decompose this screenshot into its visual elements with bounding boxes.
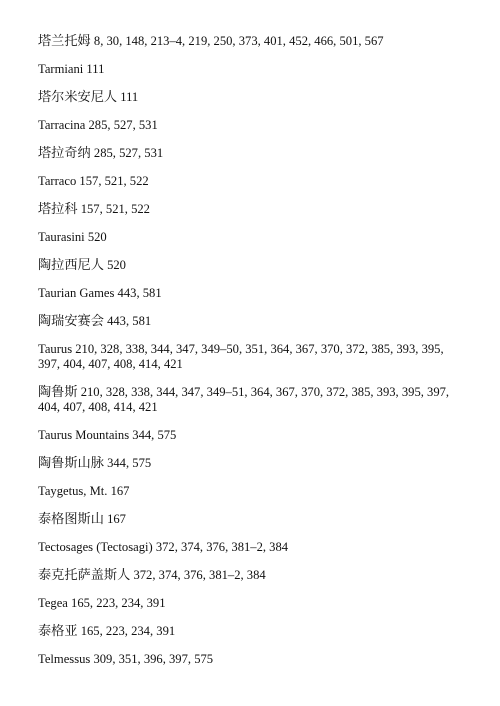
index-headword: 塔拉科 bbox=[38, 202, 78, 217]
index-page-numbers: 344, 575 bbox=[103, 456, 152, 470]
index-headword: Tarmiani bbox=[38, 62, 84, 76]
index-entry bbox=[38, 540, 462, 555]
index-entry bbox=[38, 428, 462, 443]
index-headword: Taygetus, Mt. bbox=[38, 484, 108, 498]
index-page-numbers: 520 bbox=[84, 230, 107, 244]
index-entry bbox=[38, 230, 462, 245]
index-headword: 陶鲁斯 bbox=[38, 385, 78, 400]
index-headword: 陶鲁斯山脉 bbox=[38, 456, 104, 471]
index-page-numbers: 285, 527, 531 bbox=[90, 146, 164, 160]
index-entry bbox=[38, 118, 462, 133]
index-headword: 陶瑞安赛会 bbox=[38, 314, 104, 329]
index-page-numbers: 210, 328, 338, 344, 347, 349–50, 351, 364, 367, 370, 372, 385, 393, 395, 397, 404, 407, 408, 414, 421 bbox=[38, 342, 444, 371]
index-page-numbers: 157, 521, 522 bbox=[77, 202, 150, 216]
index-page-numbers: 443, 581 bbox=[114, 286, 162, 300]
index-page-numbers: 443, 581 bbox=[103, 314, 152, 328]
index-page-numbers: 309, 351, 396, 397, 575 bbox=[90, 652, 214, 666]
index-headword: Tectosages (Tectosagi) bbox=[38, 540, 153, 554]
index-entry bbox=[38, 146, 462, 161]
index-entry bbox=[38, 456, 462, 471]
index-entry bbox=[38, 484, 462, 499]
index-entry bbox=[38, 624, 462, 639]
index-page-numbers: 372, 374, 376, 381–2, 384 bbox=[130, 568, 266, 582]
index-entry bbox=[38, 202, 462, 217]
index-headword: Tarraco bbox=[38, 174, 77, 188]
index-entry bbox=[38, 512, 462, 527]
index-page bbox=[38, 34, 462, 680]
index-headword: 泰克托萨盖斯人 bbox=[38, 568, 131, 583]
index-entry bbox=[38, 652, 462, 667]
index-entry bbox=[38, 342, 462, 372]
index-entry bbox=[38, 568, 462, 583]
index-headword: Taurasini bbox=[38, 230, 85, 244]
index-headword: 泰格亚 bbox=[38, 624, 78, 639]
index-entry bbox=[38, 174, 462, 189]
index-page-numbers: 167 bbox=[107, 484, 130, 498]
index-page-numbers: 285, 527, 531 bbox=[85, 118, 158, 132]
index-page-numbers: 165, 223, 234, 391 bbox=[67, 596, 166, 610]
index-headword: Taurus bbox=[38, 342, 73, 356]
index-page-numbers: 8, 30, 148, 213–4, 219, 250, 373, 401, 452, 466, 501, 567 bbox=[90, 34, 384, 48]
index-headword: 塔拉奇纳 bbox=[38, 146, 91, 161]
index-headword: Taurian Games bbox=[38, 286, 115, 300]
index-entry bbox=[38, 62, 462, 77]
index-headword: Taurus Mountains bbox=[38, 428, 130, 442]
index-page-numbers: 344, 575 bbox=[129, 428, 177, 442]
index-headword: 塔尔米安尼人 bbox=[38, 90, 118, 105]
index-page-numbers: 210, 328, 338, 344, 347, 349–51, 364, 367, 370, 372, 385, 393, 395, 397, 404, 407, 408, 414, 421 bbox=[38, 385, 450, 414]
index-headword: Telmessus bbox=[38, 652, 91, 666]
index-entry bbox=[38, 34, 462, 49]
index-page-numbers: 372, 374, 376, 381–2, 384 bbox=[152, 540, 289, 554]
index-entry bbox=[38, 90, 462, 105]
index-entries bbox=[38, 34, 462, 667]
index-page-numbers: 111 bbox=[117, 90, 139, 104]
index-page-numbers: 165, 223, 234, 391 bbox=[77, 624, 176, 638]
index-page-numbers: 111 bbox=[83, 62, 105, 76]
index-page-numbers: 520 bbox=[103, 258, 126, 272]
index-headword: 塔兰托姆 bbox=[38, 34, 91, 49]
index-entry bbox=[38, 286, 462, 301]
index-page-numbers: 157, 521, 522 bbox=[76, 174, 149, 188]
index-entry bbox=[38, 258, 462, 273]
index-entry bbox=[38, 385, 462, 415]
index-entry bbox=[38, 314, 462, 329]
index-headword: 泰格图斯山 bbox=[38, 512, 104, 527]
index-headword: Tegea bbox=[38, 596, 68, 610]
index-headword: 陶拉西尼人 bbox=[38, 258, 104, 273]
index-headword: Tarracina bbox=[38, 118, 86, 132]
index-page-numbers: 167 bbox=[103, 512, 126, 526]
index-entry bbox=[38, 596, 462, 611]
